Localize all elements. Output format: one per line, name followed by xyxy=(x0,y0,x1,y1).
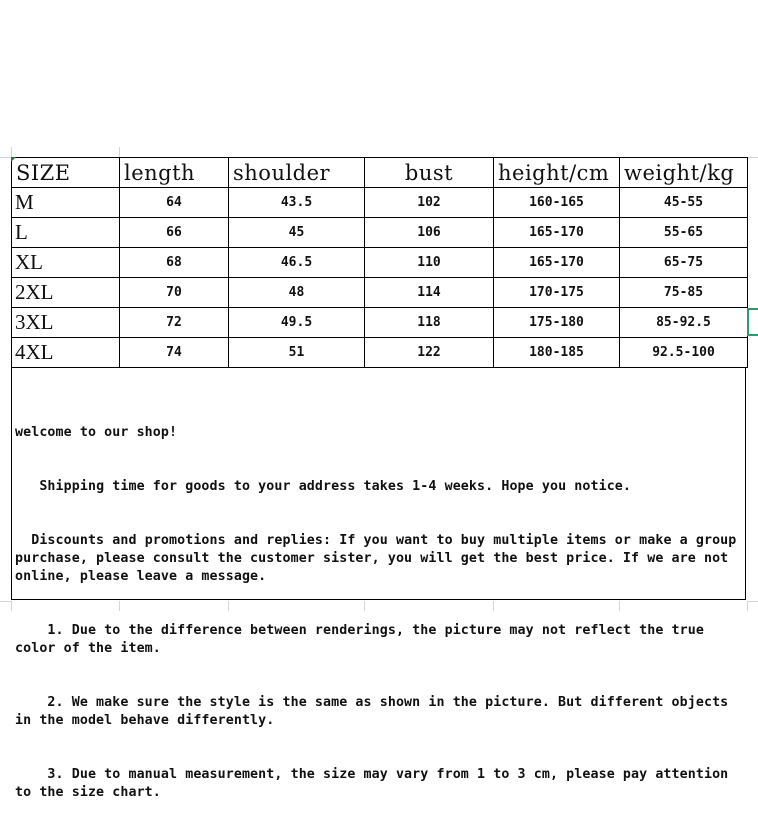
cell-size[interactable]: XL xyxy=(12,248,120,278)
header-size[interactable]: SIZE xyxy=(12,158,120,188)
cell-length[interactable]: 66 xyxy=(120,218,229,248)
cell-bust[interactable]: 110 xyxy=(365,248,494,278)
gridline xyxy=(747,157,758,158)
notes-shipping: Shipping time for goods to your address takes 1-4 weeks. Hope you notice. xyxy=(15,479,632,494)
cell-size[interactable]: 3XL xyxy=(12,308,120,338)
cell-height[interactable]: 165-170 xyxy=(494,218,620,248)
cell-length[interactable]: 64 xyxy=(120,188,229,218)
cell-weight[interactable]: 45-55 xyxy=(620,188,748,218)
gridline xyxy=(119,147,120,157)
cell-length[interactable]: 68 xyxy=(120,248,229,278)
active-cell-selection[interactable] xyxy=(747,308,758,336)
gridline xyxy=(0,157,11,158)
cell-shoulder[interactable]: 49.5 xyxy=(229,308,365,338)
notes-welcome: welcome to our shop! xyxy=(15,425,178,440)
size-chart-table xyxy=(11,157,748,368)
table-row xyxy=(12,248,748,278)
cell-bust[interactable]: 102 xyxy=(365,188,494,218)
table-row xyxy=(12,308,748,338)
cell-bust[interactable]: 122 xyxy=(365,338,494,368)
cell-height[interactable]: 175-180 xyxy=(494,308,620,338)
header-length[interactable]: length xyxy=(120,158,229,188)
cell-weight[interactable]: 55-65 xyxy=(620,218,748,248)
gridline xyxy=(0,601,11,602)
cell-shoulder[interactable]: 48 xyxy=(229,278,365,308)
gridline xyxy=(747,601,758,602)
cell-weight[interactable]: 75-85 xyxy=(620,278,748,308)
gridline xyxy=(11,601,12,611)
table-header-row xyxy=(12,158,748,188)
cell-shoulder[interactable]: 46.5 xyxy=(229,248,365,278)
cell-size[interactable]: 2XL xyxy=(12,278,120,308)
cell-shoulder[interactable]: 51 xyxy=(229,338,365,368)
cell-bust[interactable]: 114 xyxy=(365,278,494,308)
cell-weight[interactable]: 65-75 xyxy=(620,248,748,278)
table-row xyxy=(12,188,748,218)
notes-discounts: Discounts and promotions and replies: If you want to buy multiple items or make a group purchase, please consult the customer sister, you will get the best price. If we are not online, please leave a message. xyxy=(15,533,745,584)
cell-weight[interactable]: 85-92.5 xyxy=(620,308,748,338)
cell-size[interactable]: M xyxy=(12,188,120,218)
notes-item-1: 1. Due to the difference between renderings, the picture may not reflect the true color of the item. xyxy=(15,623,713,656)
cell-shoulder[interactable]: 43.5 xyxy=(229,188,365,218)
table-row xyxy=(12,278,748,308)
header-bust[interactable]: bust xyxy=(365,158,494,188)
cell-size[interactable]: L xyxy=(12,218,120,248)
gridline xyxy=(11,147,12,157)
cell-length[interactable]: 74 xyxy=(120,338,229,368)
notes-item-2: 2. We make sure the style is the same as shown in the picture. But different objects in the model behave differently. xyxy=(15,695,737,728)
cell-length[interactable]: 70 xyxy=(120,278,229,308)
header-shoulder[interactable]: shoulder xyxy=(229,158,365,188)
table-row xyxy=(12,338,748,368)
cell-bust[interactable]: 118 xyxy=(365,308,494,338)
notes-item-3: 3. Due to manual measurement, the size may vary from 1 to 3 cm, please pay attention to the size chart. xyxy=(15,767,737,800)
cell-comment-indicator-icon xyxy=(11,157,16,162)
header-weight[interactable]: weight/kg xyxy=(620,158,748,188)
cell-shoulder[interactable]: 45 xyxy=(229,218,365,248)
cell-bust[interactable]: 106 xyxy=(365,218,494,248)
table-row xyxy=(12,218,748,248)
cell-height[interactable]: 165-170 xyxy=(494,248,620,278)
cell-height[interactable]: 160-165 xyxy=(494,188,620,218)
gridline xyxy=(747,601,748,611)
cell-size[interactable]: 4XL xyxy=(12,338,120,368)
shop-notes-cell[interactable] xyxy=(11,368,746,800)
cell-height[interactable]: 180-185 xyxy=(494,338,620,368)
cell-weight[interactable]: 92.5-100 xyxy=(620,338,748,368)
header-height[interactable]: height/cm xyxy=(494,158,620,188)
cell-length[interactable]: 72 xyxy=(120,308,229,338)
cell-height[interactable]: 170-175 xyxy=(494,278,620,308)
